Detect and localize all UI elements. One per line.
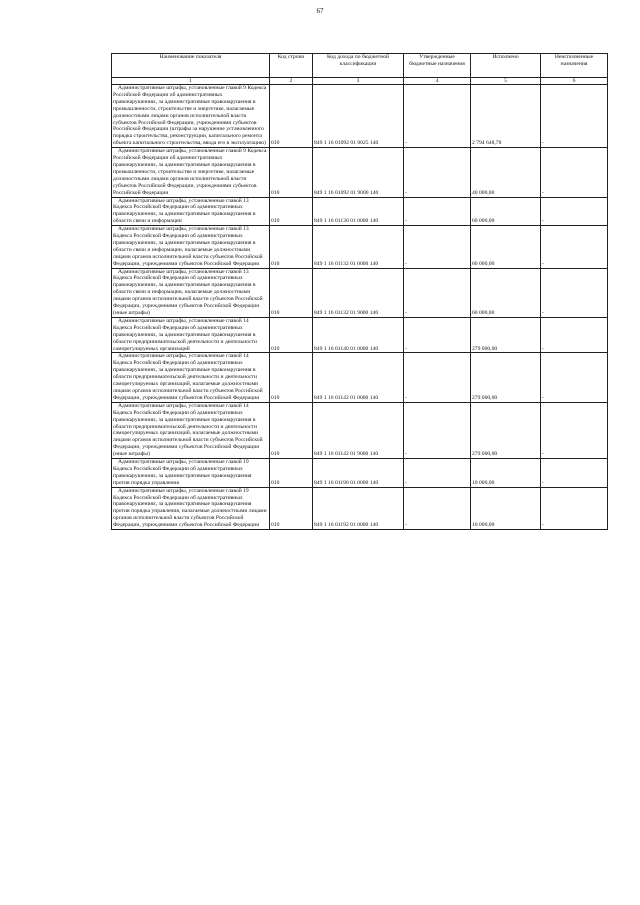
income-code: 849 1 16 01130 01 0000 140 (313, 197, 404, 226)
header-indicator-name: Наименование показателя (112, 54, 270, 78)
table-row (112, 317, 608, 353)
indicator-name: Административные штрафы, установленные главой 13 Кодекса Российской Федерации об административных правонарушениях, за административные правонарушения в области связи и информации, налагаемые должностными лицами органов исполнительной власти субъектов Российской Федерации, учреждениями субъектов Российской Федерации (112, 226, 270, 268)
table-row (112, 226, 608, 268)
indicator-name: Административные штрафы, установленные главой 13 Кодекса Российской Федерации об административных правонарушениях, за административные правонарушения в области связи и информации, налагаемые должностными лицами органов исполнительной власти субъектов Российской Федерации, учреждениями субъектов Российской Федерации (иные штрафы) (112, 268, 270, 317)
approved-value: - (404, 402, 471, 458)
header-approved: Утвержденные бюджетные назначения (404, 54, 471, 78)
executed-value: 10 000,00 (471, 459, 541, 488)
column-number: 4 (404, 78, 471, 85)
approved-value: - (404, 268, 471, 317)
income-code: 849 1 16 01190 01 0000 140 (313, 459, 404, 488)
indicator-name: Административные штрафы, установленные главой 9 Кодекса Российской Федерации об административных правонарушениях, за административные правонарушения в промышленности, строительстве и энергетике, налагаемые должностными лицами органов исполнительной власти субъектов Российской Федерации, учреждениями субъектов Российской Федерации (штрафы за нарушение установленного порядка строительства, реконструкции, капитального ремонта объекта капитального строительства, ввода его в эксплуатацию) (112, 85, 270, 148)
approved-value: - (404, 317, 471, 353)
executed-value: 2 794 648,78 (471, 85, 541, 148)
table-row (112, 459, 608, 488)
table-row (112, 148, 608, 197)
unexecuted-value: - (541, 85, 608, 148)
unexecuted-value: - (541, 226, 608, 268)
header-unexecuted: Неисполненные назначения (541, 54, 608, 78)
table-row (112, 197, 608, 226)
table-row (112, 402, 608, 458)
column-number: 6 (541, 78, 608, 85)
income-code: 849 1 16 01142 01 9000 140 (313, 402, 404, 458)
indicator-name: Административные штрафы, установленные главой 14 Кодекса Российской Федерации об административных правонарушениях, за административные правонарушения в области предпринимательской деятельности и деятельности саморегулируемых организаций, налагаемые должностными лицами органов исполнительной власти субъектов Российской Федерации, учреждениями субъектов Российской Федерации (112, 353, 270, 402)
executed-value: 10 000,00 (471, 487, 541, 529)
indicator-name: Административные штрафы, установленные главой 13 Кодекса Российской Федерации об административных правонарушениях, за административные правонарушения в области связи и информации (112, 197, 270, 226)
approved-value: - (404, 197, 471, 226)
table-row (112, 85, 608, 148)
header-row-code: Код строки (270, 54, 313, 78)
row-code: 010 (270, 268, 313, 317)
approved-value: - (404, 85, 471, 148)
column-number-row (112, 78, 608, 85)
header-row (112, 54, 608, 78)
row-code: 010 (270, 226, 313, 268)
unexecuted-value: - (541, 317, 608, 353)
row-code: 010 (270, 459, 313, 488)
unexecuted-value: - (541, 148, 608, 197)
row-code: 010 (270, 487, 313, 529)
column-number: 3 (313, 78, 404, 85)
table-row (112, 487, 608, 529)
unexecuted-value: - (541, 353, 608, 402)
approved-value: - (404, 487, 471, 529)
unexecuted-value: - (541, 402, 608, 458)
row-code: 010 (270, 85, 313, 148)
indicator-name: Административные штрафы, установленные главой 9 Кодекса Российской Федерации об административных правонарушениях, за административные правонарушения в промышленности, строительстве и энергетике, налагаемые должностными лицами органов исполнительной власти субъектов Российской Федерации, учреждениями субъектов Российской Федерации (112, 148, 270, 197)
budget-report-table (111, 53, 608, 530)
row-code: 010 (270, 402, 313, 458)
income-code: 849 1 16 01132 01 9000 140 (313, 268, 404, 317)
unexecuted-value: - (541, 487, 608, 529)
header-executed: Исполнено (471, 54, 541, 78)
executed-value: 60 000,00 (471, 226, 541, 268)
column-number: 2 (270, 78, 313, 85)
column-number: 1 (112, 78, 270, 85)
indicator-name: Административные штрафы, установленные главой 14 Кодекса Российской Федерации об административных правонарушениях, за административные правонарушения в области предпринимательской деятельности и деятельности саморегулируемых организаций, налагаемые должностными лицами органов исполнительной власти субъектов Российской Федерации, учреждениями субъектов Российской Федерации (иные штрафы) (112, 402, 270, 458)
approved-value: - (404, 459, 471, 488)
table-row (112, 353, 608, 402)
unexecuted-value: - (541, 268, 608, 317)
income-code: 849 1 16 01132 01 0000 140 (313, 226, 404, 268)
income-code: 849 1 16 01092 01 0025 140 (313, 85, 404, 148)
column-number: 5 (471, 78, 541, 85)
table-row (112, 268, 608, 317)
approved-value: - (404, 148, 471, 197)
executed-value: 60 000,00 (471, 268, 541, 317)
page-number: 67 (316, 7, 324, 15)
row-code: 010 (270, 317, 313, 353)
header-income-code: Код дохода по бюджетной классификации (313, 54, 404, 78)
executed-value: 279 000,00 (471, 402, 541, 458)
unexecuted-value: - (541, 197, 608, 226)
executed-value: 279 000,00 (471, 317, 541, 353)
indicator-name: Административные штрафы, установленные главой 19 Кодекса Российской Федерации об административных правонарушениях, за административные правонарушения против порядка управления, налагаемые должностными лицами органов исполнительной власти субъектов Российской Федерации, учреждениями субъектов Российской Федерации (112, 487, 270, 529)
income-code: 849 1 16 01192 01 0000 140 (313, 487, 404, 529)
income-code: 849 1 16 01142 01 0000 140 (313, 353, 404, 402)
executed-value: 60 000,00 (471, 197, 541, 226)
indicator-name: Административные штрафы, установленные главой 14 Кодекса Российской Федерации об административных правонарушениях, за административные правонарушения в области предпринимательской деятельности и деятельности саморегулируемых организаций (112, 317, 270, 353)
approved-value: - (404, 353, 471, 402)
approved-value: - (404, 226, 471, 268)
row-code: 010 (270, 197, 313, 226)
income-code: 849 1 16 01140 01 0000 140 (313, 317, 404, 353)
row-code: 010 (270, 148, 313, 197)
executed-value: 279 000,00 (471, 353, 541, 402)
indicator-name: Административные штрафы, установленные главой 19 Кодекса Российской Федерации об административных правонарушениях, за административные правонарушения против порядка управления (112, 459, 270, 488)
unexecuted-value: - (541, 459, 608, 488)
row-code: 010 (270, 353, 313, 402)
executed-value: 40 000,00 (471, 148, 541, 197)
income-code: 849 1 16 01092 01 9000 140 (313, 148, 404, 197)
